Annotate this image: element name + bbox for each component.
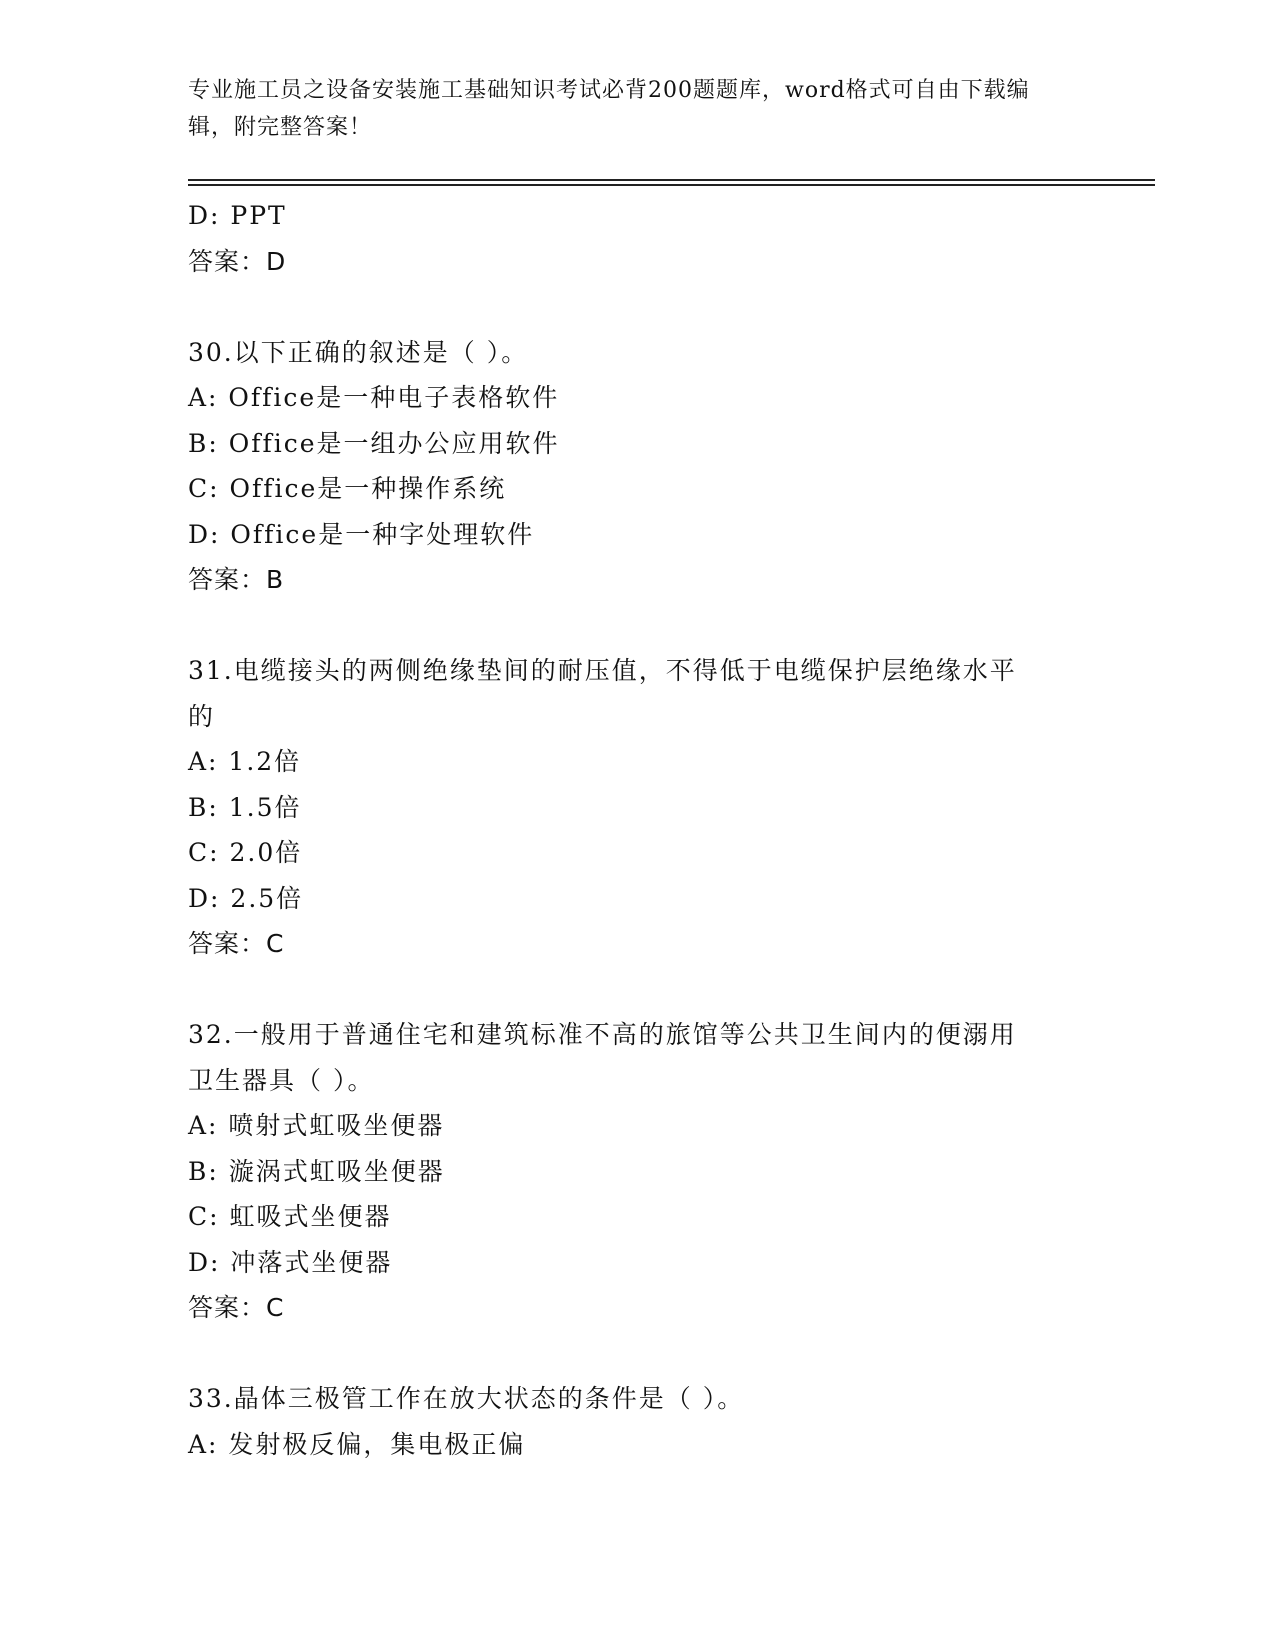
question-stem: 33.晶体三极管工作在放大状态的条件是（ ）。: [188, 1384, 745, 1413]
question-list: [188, 193, 1088, 1467]
question-stem: 31.电缆接头的两侧绝缘垫间的耐压值，不得低于电缆保护层绝缘水平: [188, 656, 1017, 685]
option-a: A: 喷射式虹吸坐便器: [188, 1111, 445, 1140]
spacer: [188, 967, 1088, 1013]
answer: 答案：D: [188, 246, 287, 276]
option-b: B: 1.5倍: [188, 792, 302, 822]
spacer: [188, 1331, 1088, 1377]
spacer: [188, 284, 1088, 330]
answer: 答案：C: [188, 929, 285, 958]
question-stem-continued: 的: [188, 701, 216, 731]
option-b: B: 漩涡式虹吸坐便器: [188, 1156, 445, 1186]
option-d: D: 冲落式坐便器: [188, 1247, 393, 1277]
option-d: D: 2.5倍: [188, 883, 304, 913]
option-a: A: 1.2倍: [188, 747, 302, 776]
option-d: D: Office是一种字处理软件: [188, 519, 535, 549]
option-c: C: 2.0倍: [188, 838, 303, 867]
answer: 答案：C: [188, 1293, 285, 1322]
spacer: [188, 603, 1088, 649]
option-c: C: 虹吸式坐便器: [188, 1202, 392, 1231]
option-a: A: 发射极反偏，集电极正偏: [188, 1429, 526, 1459]
option-d: D: PPT: [188, 201, 287, 230]
header-rule-top: [188, 179, 1155, 181]
question-stem: 30.以下正确的叙述是（ ）。: [188, 337, 529, 367]
option-b: B: Office是一组办公应用软件: [188, 428, 560, 458]
header-rule-bottom: [188, 184, 1155, 186]
answer: 答案：B: [188, 565, 285, 594]
question-stem: 32.一般用于普通住宅和建筑标准不高的旅馆等公共卫生间内的便溺用: [188, 1020, 1017, 1049]
option-a: A: Office是一种电子表格软件: [188, 383, 560, 412]
document-title: 专业施工员之设备安装施工基础知识考试必背200题题库，word格式可自由下载编辑，附完整答案！: [188, 78, 1030, 140]
option-c: C: Office是一种操作系统: [188, 474, 507, 503]
question-stem-continued: 卫生器具（ ）。: [188, 1065, 375, 1095]
